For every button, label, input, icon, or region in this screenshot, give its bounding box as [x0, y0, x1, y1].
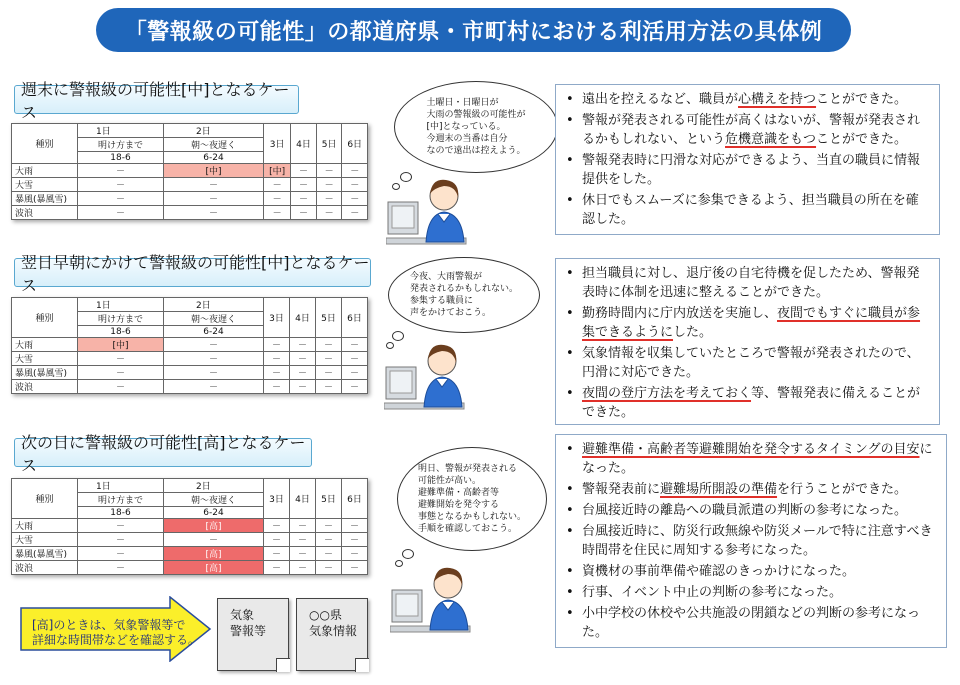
staff-person-icon — [384, 337, 494, 415]
cell: － — [264, 519, 290, 533]
row-name: 波浪 — [12, 206, 78, 220]
effects-panel-3 — [555, 434, 947, 648]
effect-item: • 避難準備・高齢者等避難開始を発令するタイミングの目安になった。 — [582, 440, 938, 478]
effect-item: • 行事、イベント中止の判断の参考になった。 — [582, 583, 938, 602]
page-title: 「警報級の可能性」の都道府県・市町村における利活用方法の具体例 — [96, 8, 851, 52]
cell: － — [342, 206, 368, 220]
cell: － — [164, 192, 264, 206]
bubble-text: 明日、警報が発表される 可能性が高い。 避難準備・高齢者等 避難開始を発令する 事態となるかもしれない。 手順を確認しておこう。 — [417, 464, 526, 534]
row-name: 大雪 — [12, 178, 78, 192]
header-d5: 5日 — [316, 479, 342, 519]
cell: － — [164, 178, 264, 192]
cell: － — [342, 547, 368, 561]
cell: － — [342, 338, 368, 352]
effect-item: • 夜間の登庁方法を考えておく等、警報発表に備えることができた。 — [582, 384, 931, 422]
cell: － — [290, 533, 316, 547]
cell: － — [342, 178, 368, 192]
effect-item: • 警報が発表される可能性が高くはないが、警報が発表されるかもしれない、という危機意識をもつことができた。 — [582, 111, 931, 149]
header-d6: 6日 — [342, 298, 368, 338]
cell: － — [316, 533, 342, 547]
cell: － — [291, 178, 317, 192]
header-d3: 3日 — [264, 124, 291, 164]
cell: － — [164, 352, 264, 366]
row-name: 暴風(暴風雪) — [12, 547, 78, 561]
table-row — [12, 192, 368, 206]
cell: － — [78, 561, 164, 575]
cell: [中] — [78, 338, 164, 352]
effect-item: • 遠出を控えるなど、職員が心構えを持つことができた。 — [582, 90, 931, 109]
cell: － — [342, 164, 368, 178]
cell: － — [78, 519, 164, 533]
thought-bubble-3 — [397, 447, 547, 551]
cell: － — [291, 206, 317, 220]
cell: － — [316, 547, 342, 561]
cell: － — [78, 352, 164, 366]
header-day2-period: 朝～夜遅く — [164, 312, 264, 326]
row-name: 大雪 — [12, 352, 78, 366]
case-3-label: 次の日に警報級の可能性[高]となるケース — [14, 438, 312, 467]
cell: [高] — [164, 561, 264, 575]
header-day2: 2日 — [164, 479, 264, 493]
effects-panel-1 — [555, 84, 940, 235]
cell: [高] — [164, 519, 264, 533]
cell: － — [342, 380, 368, 394]
table-row — [12, 206, 368, 220]
header-d5: 5日 — [316, 124, 342, 164]
row-name: 暴風(暴風雪) — [12, 366, 78, 380]
header-d4: 4日 — [290, 298, 316, 338]
cell: － — [290, 366, 316, 380]
header-day1-hours: 18-6 — [78, 326, 164, 338]
bubble-dot — [402, 549, 414, 559]
cell: － — [291, 192, 317, 206]
row-name: 大雨 — [12, 519, 78, 533]
cell: － — [316, 380, 342, 394]
header-day2: 2日 — [164, 124, 264, 138]
cell: － — [342, 519, 368, 533]
cell: － — [164, 338, 264, 352]
cell: － — [290, 338, 316, 352]
row-name: 暴風(暴風雪) — [12, 192, 78, 206]
cell: － — [316, 192, 342, 206]
cell: － — [264, 206, 291, 220]
header-day1: 1日 — [78, 479, 164, 493]
table-row — [12, 164, 368, 178]
header-kind: 種別 — [12, 479, 78, 519]
effect-item: • 休日でもスムーズに参集できるよう、担当職員の所在を確認した。 — [582, 191, 931, 229]
thought-bubble-2 — [388, 257, 540, 333]
cell: － — [78, 164, 164, 178]
effect-item: • 気象情報を収集していたところで警報が発表されたので、円滑に対応できた。 — [582, 344, 931, 382]
header-day1: 1日 — [78, 124, 164, 138]
staff-person-icon — [390, 560, 500, 638]
cell: － — [290, 561, 316, 575]
cell: － — [264, 192, 291, 206]
effect-item: • 台風接近時に、防災行政無線や防災メールで特に注意すべき時間帯を住民に周知する参考になった。 — [582, 522, 938, 560]
table-row — [12, 547, 368, 561]
table-row — [12, 561, 368, 575]
table-row — [12, 178, 368, 192]
doc-weather-warnings: 気象 警報等 — [217, 598, 289, 671]
bubble-text: 今夜、大雨警報が 発表されるかもしれない。 参集する職員に 声をかけておこう。 — [409, 272, 518, 318]
bubble-text: 土曜日・日曜日が 大雨の警報級の可能性が [中]となっている。 今週末の当番は自分 なので遠出は控えよう。 — [426, 98, 526, 156]
header-day2-period: 朝～夜遅く — [164, 493, 264, 507]
cell: － — [316, 561, 342, 575]
cell: － — [290, 519, 316, 533]
cell: － — [78, 380, 164, 394]
cell: － — [316, 178, 342, 192]
row-name: 波浪 — [12, 380, 78, 394]
table-row — [12, 380, 368, 394]
cell: － — [164, 366, 264, 380]
staff-person-icon — [386, 172, 496, 250]
header-d6: 6日 — [342, 479, 368, 519]
cell: － — [78, 192, 164, 206]
header-day1-period: 明け方まで — [78, 138, 164, 152]
cell: － — [290, 380, 316, 394]
table-row — [12, 338, 368, 352]
cell: － — [264, 380, 290, 394]
header-day2-hours: 6-24 — [164, 507, 264, 519]
forecast-table-1 — [11, 123, 368, 220]
table-row — [12, 352, 368, 366]
cell: － — [316, 352, 342, 366]
table-row — [12, 533, 368, 547]
cell: － — [264, 366, 290, 380]
cell: － — [316, 366, 342, 380]
cell: [中] — [264, 164, 291, 178]
cell: － — [78, 533, 164, 547]
header-kind: 種別 — [12, 298, 78, 338]
cell: － — [78, 366, 164, 380]
header-day1-hours: 18-6 — [78, 507, 164, 519]
header-day2-hours: 6-24 — [164, 326, 264, 338]
header-day2: 2日 — [164, 298, 264, 312]
cell: － — [342, 561, 368, 575]
cell: － — [164, 380, 264, 394]
cell: － — [342, 533, 368, 547]
cell: － — [291, 164, 317, 178]
effect-item: • 警報発表前に避難場所開設の準備を行うことができた。 — [582, 480, 938, 499]
cell: － — [264, 533, 290, 547]
row-name: 大雨 — [12, 338, 78, 352]
cell: － — [316, 338, 342, 352]
cell: － — [342, 192, 368, 206]
cell: － — [290, 352, 316, 366]
cell: － — [342, 352, 368, 366]
header-d4: 4日 — [291, 124, 317, 164]
cell: － — [78, 547, 164, 561]
cell: － — [316, 206, 342, 220]
cell: － — [164, 533, 264, 547]
header-d3: 3日 — [264, 479, 290, 519]
effect-item: • 台風接近時の離島への職員派遣の判断の参考になった。 — [582, 501, 938, 520]
header-d4: 4日 — [290, 479, 316, 519]
cell: － — [342, 366, 368, 380]
forecast-table-3 — [11, 478, 368, 575]
effect-item: • 小中学校の休校や公共施設の閉鎖などの判断の参考になった。 — [582, 604, 938, 642]
cell: － — [316, 164, 342, 178]
cell: － — [316, 519, 342, 533]
effect-item: • 資機材の事前準備や確認のきっかけになった。 — [582, 562, 938, 581]
cell: － — [290, 547, 316, 561]
effect-item: • 担当職員に対し、退庁後の自宅待機を促したため、警報発表時に体制を迅速に整えることができた。 — [582, 264, 931, 302]
effect-item: • 警報発表時に円滑な対応ができるよう、当直の職員に情報提供をした。 — [582, 151, 931, 189]
header-d3: 3日 — [264, 298, 290, 338]
header-d5: 5日 — [316, 298, 342, 338]
effects-panel-2 — [555, 258, 940, 425]
header-day2-hours: 6-24 — [164, 152, 264, 164]
cell: － — [264, 338, 290, 352]
cell: － — [264, 547, 290, 561]
table-row — [12, 519, 368, 533]
cell: － — [264, 561, 290, 575]
row-name: 大雪 — [12, 533, 78, 547]
cell: － — [164, 206, 264, 220]
header-day1-hours: 18-6 — [78, 152, 164, 164]
forecast-table-2 — [11, 297, 368, 394]
header-day1-period: 明け方まで — [78, 312, 164, 326]
header-kind: 種別 — [12, 124, 78, 164]
doc-prefecture-weather-info: ○○県 気象情報 — [296, 598, 368, 671]
effect-item: • 勤務時間内に庁内放送を実施し、夜間でもすぐに職員が参集できるようにした。 — [582, 304, 931, 342]
row-name: 波浪 — [12, 561, 78, 575]
header-day1-period: 明け方まで — [78, 493, 164, 507]
cell: [高] — [164, 547, 264, 561]
cell: － — [78, 178, 164, 192]
case-1-label: 週末に警報級の可能性[中]となるケース — [14, 85, 299, 114]
table-row — [12, 366, 368, 380]
arrow-note: [高]のときは、気象警報等で 詳細な時間帯などを確認する。 — [32, 618, 201, 647]
header-day1: 1日 — [78, 298, 164, 312]
cell: － — [264, 352, 290, 366]
thought-bubble-1 — [394, 81, 558, 173]
cell: － — [264, 178, 291, 192]
cell: － — [78, 206, 164, 220]
cell: [中] — [164, 164, 264, 178]
case-2-label: 翌日早朝にかけて警報級の可能性[中]となるケース — [14, 258, 371, 287]
row-name: 大雨 — [12, 164, 78, 178]
header-day2-period: 朝～夜遅く — [164, 138, 264, 152]
header-d6: 6日 — [342, 124, 368, 164]
